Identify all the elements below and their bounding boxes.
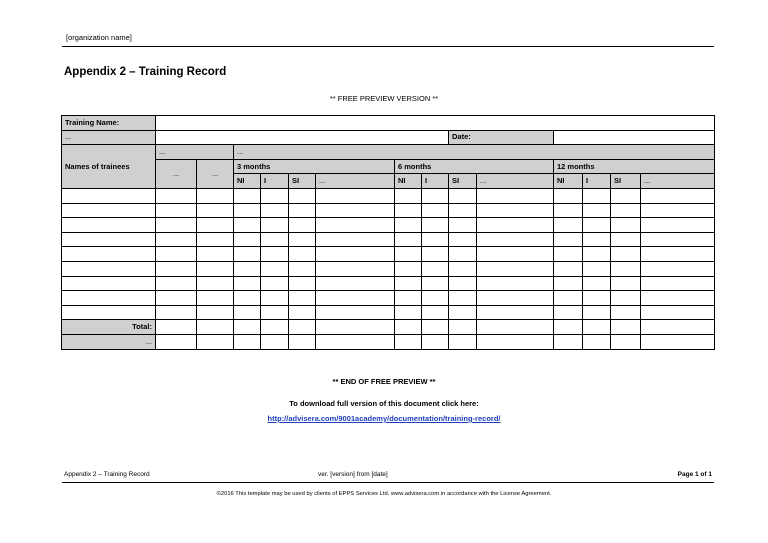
header-row-2: [62, 159, 715, 174]
footer-divider: [62, 482, 714, 483]
trainee-cell[interactable]: [289, 291, 316, 306]
total-cell[interactable]: [611, 320, 641, 335]
extra-row-label: ...: [62, 334, 156, 349]
trainee-cell[interactable]: [316, 261, 395, 276]
trainee-cell[interactable]: [422, 188, 449, 203]
trainee-cell[interactable]: [289, 232, 316, 247]
trainee-cell[interactable]: [289, 305, 316, 320]
trainee-row: [62, 291, 715, 306]
trainee-cell[interactable]: [641, 247, 715, 262]
names-of-trainees-label: Names of trainees: [62, 145, 156, 189]
trainee-cell[interactable]: [477, 305, 554, 320]
trainee-cell[interactable]: [261, 276, 289, 291]
trainee-cell[interactable]: [422, 203, 449, 218]
training-name-field[interactable]: [156, 116, 715, 131]
total-cell[interactable]: [477, 320, 554, 335]
col-i: I: [583, 174, 611, 189]
col-si: SI: [289, 174, 316, 189]
trainee-cell[interactable]: [395, 276, 422, 291]
info-field[interactable]: [156, 130, 449, 145]
extra-cell[interactable]: [234, 334, 261, 349]
trainee-cell[interactable]: [156, 261, 197, 276]
trainee-cell[interactable]: [422, 218, 449, 233]
trainee-name-cell[interactable]: [62, 291, 156, 306]
trainee-cell[interactable]: [395, 203, 422, 218]
trainee-name-cell[interactable]: [62, 218, 156, 233]
training-name-row: [62, 116, 715, 131]
trainee-cell[interactable]: [641, 305, 715, 320]
trainee-cell[interactable]: [395, 232, 422, 247]
header-col-b: ...: [197, 159, 234, 188]
trainee-cell[interactable]: [156, 291, 197, 306]
trainee-cell[interactable]: [197, 276, 234, 291]
trainee-cell[interactable]: [477, 232, 554, 247]
col-ni: NI: [554, 174, 583, 189]
trainee-cell[interactable]: [477, 276, 554, 291]
col-ellipsis: ...: [316, 174, 395, 189]
total-label: Total:: [62, 320, 156, 335]
trainee-cell[interactable]: [316, 305, 395, 320]
footer-copyright: ©2016 This template may be used by clients of EPPS Services Ltd. www.advisera.com in accordance with the License Agreement.: [216, 491, 552, 497]
trainee-row: [62, 276, 715, 291]
trainee-cell[interactable]: [554, 261, 583, 276]
preview-banner: ** FREE PREVIEW VERSION **: [329, 94, 439, 103]
total-cell[interactable]: [289, 320, 316, 335]
trainee-cell[interactable]: [316, 188, 395, 203]
trainee-cell[interactable]: [641, 203, 715, 218]
total-cell[interactable]: [583, 320, 611, 335]
trainee-cell[interactable]: [422, 291, 449, 306]
total-cell[interactable]: [316, 320, 395, 335]
trainee-cell[interactable]: [641, 218, 715, 233]
trainee-cell[interactable]: [422, 247, 449, 262]
trainee-cell[interactable]: [289, 218, 316, 233]
trainee-cell[interactable]: [554, 232, 583, 247]
trainee-cell[interactable]: [449, 218, 477, 233]
footer-page-number: Page 1 of 1: [677, 471, 712, 478]
trainee-cell[interactable]: [611, 247, 641, 262]
trainee-cell[interactable]: [289, 203, 316, 218]
col-si: SI: [449, 174, 477, 189]
trainee-name-cell[interactable]: [62, 203, 156, 218]
extra-cell[interactable]: [395, 334, 422, 349]
trainee-cell[interactable]: [156, 188, 197, 203]
trainee-cell[interactable]: [477, 261, 554, 276]
trainee-cell[interactable]: [554, 218, 583, 233]
trainee-cell[interactable]: [422, 232, 449, 247]
date-label: Date:: [449, 130, 554, 145]
trainee-cell[interactable]: [316, 247, 395, 262]
date-field[interactable]: [554, 130, 715, 145]
footer-version: ver. [version] from [date]: [318, 471, 388, 478]
trainee-row: [62, 261, 715, 276]
trainee-cell[interactable]: [554, 276, 583, 291]
trainee-cell[interactable]: [449, 247, 477, 262]
trainee-name-cell[interactable]: [62, 232, 156, 247]
extra-cell[interactable]: [197, 334, 234, 349]
training-record-table: [61, 115, 715, 350]
trainee-cell[interactable]: [156, 276, 197, 291]
trainee-cell[interactable]: [641, 232, 715, 247]
extra-cell[interactable]: [641, 334, 715, 349]
trainee-cell[interactable]: [583, 203, 611, 218]
trainee-cell[interactable]: [449, 188, 477, 203]
trainee-cell[interactable]: [156, 232, 197, 247]
trainee-cell[interactable]: [449, 203, 477, 218]
trainee-cell[interactable]: [583, 276, 611, 291]
trainee-cell[interactable]: [611, 291, 641, 306]
training-name-label: Training Name:: [62, 116, 156, 131]
organization-name: [organization name]: [66, 33, 132, 42]
trainee-cell[interactable]: [641, 291, 715, 306]
header-col-a: ...: [156, 159, 197, 188]
extra-cell[interactable]: [554, 334, 583, 349]
total-cell[interactable]: [449, 320, 477, 335]
trainee-cell[interactable]: [641, 188, 715, 203]
total-cell[interactable]: [156, 320, 197, 335]
trainee-cell[interactable]: [197, 305, 234, 320]
trainee-cell[interactable]: [316, 291, 395, 306]
trainee-cell[interactable]: [611, 232, 641, 247]
trainee-cell[interactable]: [395, 188, 422, 203]
trainee-name-cell[interactable]: [62, 188, 156, 203]
total-cell[interactable]: [197, 320, 234, 335]
trainee-cell[interactable]: [261, 247, 289, 262]
trainee-cell[interactable]: [261, 232, 289, 247]
col-ni: NI: [234, 174, 261, 189]
header-divider: [62, 46, 714, 47]
trainee-cell[interactable]: [316, 203, 395, 218]
trainee-cell[interactable]: [197, 291, 234, 306]
trainee-cell[interactable]: [316, 218, 395, 233]
total-cell[interactable]: [422, 320, 449, 335]
info-row: [62, 130, 715, 145]
col-i: I: [261, 174, 289, 189]
extra-cell[interactable]: [156, 334, 197, 349]
trainee-cell[interactable]: [422, 305, 449, 320]
extra-cell[interactable]: [477, 334, 554, 349]
trainee-cell[interactable]: [395, 261, 422, 276]
trainee-cell[interactable]: [477, 291, 554, 306]
trainee-cell[interactable]: [449, 261, 477, 276]
trainee-cell[interactable]: [554, 203, 583, 218]
trainee-cell[interactable]: [554, 291, 583, 306]
trainee-cell[interactable]: [156, 218, 197, 233]
header-ellipsis-right: ...: [234, 145, 715, 160]
trainee-row: [62, 203, 715, 218]
trainee-cell[interactable]: [289, 261, 316, 276]
extra-cell[interactable]: [583, 334, 611, 349]
extra-cell[interactable]: [261, 334, 289, 349]
footer-document-name: Appendix 2 – Training Record: [64, 471, 150, 478]
trainee-cell[interactable]: [197, 203, 234, 218]
header-ellipsis-left: ...: [156, 145, 234, 160]
trainee-cell[interactable]: [611, 203, 641, 218]
trainee-cell[interactable]: [234, 218, 261, 233]
trainee-cell[interactable]: [611, 218, 641, 233]
trainee-cell[interactable]: [234, 247, 261, 262]
extra-cell[interactable]: [316, 334, 395, 349]
trainee-row: [62, 232, 715, 247]
trainee-cell[interactable]: [316, 232, 395, 247]
trainee-cell[interactable]: [583, 188, 611, 203]
trainee-cell[interactable]: [234, 203, 261, 218]
trainee-cell[interactable]: [583, 305, 611, 320]
trainee-name-cell[interactable]: [62, 247, 156, 262]
trainee-cell[interactable]: [477, 203, 554, 218]
trainee-cell[interactable]: [583, 291, 611, 306]
col-ellipsis: ...: [641, 174, 715, 189]
trainee-cell[interactable]: [554, 305, 583, 320]
trainee-cell[interactable]: [395, 247, 422, 262]
trainee-cell[interactable]: [395, 218, 422, 233]
end-preview-banner: ** END OF FREE PREVIEW **: [332, 377, 436, 386]
trainee-cell[interactable]: [316, 276, 395, 291]
trainee-cell[interactable]: [611, 261, 641, 276]
trainee-cell[interactable]: [234, 261, 261, 276]
trainee-cell[interactable]: [583, 232, 611, 247]
info-label: ...: [62, 130, 156, 145]
trainee-cell[interactable]: [395, 291, 422, 306]
trainee-cell[interactable]: [261, 218, 289, 233]
trainee-cell[interactable]: [583, 218, 611, 233]
extra-cell[interactable]: [422, 334, 449, 349]
trainee-row: [62, 247, 715, 262]
trainee-cell[interactable]: [611, 276, 641, 291]
trainee-cell[interactable]: [234, 291, 261, 306]
trainee-name-cell[interactable]: [62, 276, 156, 291]
trainee-cell[interactable]: [289, 188, 316, 203]
trainee-cell[interactable]: [234, 276, 261, 291]
trainee-cell[interactable]: [197, 188, 234, 203]
trainee-cell[interactable]: [156, 203, 197, 218]
trainee-row: [62, 305, 715, 320]
document-title: Appendix 2 – Training Record: [64, 66, 227, 78]
header-row-1: [62, 145, 715, 160]
trainee-cell[interactable]: [261, 261, 289, 276]
trainee-cell[interactable]: [197, 247, 234, 262]
download-link[interactable]: http://advisera.com/9001academy/documentation/training-record/: [267, 414, 501, 423]
total-row: [62, 320, 715, 335]
trainee-cell[interactable]: [289, 276, 316, 291]
trainee-cell[interactable]: [449, 276, 477, 291]
trainee-cell[interactable]: [554, 247, 583, 262]
trainee-cell[interactable]: [234, 305, 261, 320]
trainee-cell[interactable]: [234, 188, 261, 203]
trainee-row: [62, 188, 715, 203]
trainee-cell[interactable]: [261, 203, 289, 218]
extra-cell[interactable]: [449, 334, 477, 349]
trainee-cell[interactable]: [261, 305, 289, 320]
trainee-cell[interactable]: [197, 232, 234, 247]
trainee-row: [62, 218, 715, 233]
period-12-months: 12 months: [554, 159, 715, 174]
trainee-cell[interactable]: [449, 291, 477, 306]
total-cell[interactable]: [554, 320, 583, 335]
trainee-cell[interactable]: [261, 291, 289, 306]
trainee-cell[interactable]: [449, 232, 477, 247]
trainee-cell[interactable]: [477, 188, 554, 203]
extra-row: [62, 334, 715, 349]
trainee-cell[interactable]: [583, 261, 611, 276]
period-3-months: 3 months: [234, 159, 395, 174]
download-text: To download full version of this document click here:: [289, 399, 479, 408]
trainee-cell[interactable]: [477, 218, 554, 233]
col-i: I: [422, 174, 449, 189]
total-cell[interactable]: [641, 320, 715, 335]
trainee-cell[interactable]: [641, 276, 715, 291]
trainee-cell[interactable]: [261, 188, 289, 203]
period-6-months: 6 months: [395, 159, 554, 174]
col-si: SI: [611, 174, 641, 189]
trainee-cell[interactable]: [234, 232, 261, 247]
col-ni: NI: [395, 174, 422, 189]
trainee-cell[interactable]: [554, 188, 583, 203]
trainee-cell[interactable]: [422, 276, 449, 291]
total-cell[interactable]: [234, 320, 261, 335]
extra-cell[interactable]: [289, 334, 316, 349]
trainee-cell[interactable]: [156, 305, 197, 320]
trainee-cell[interactable]: [422, 261, 449, 276]
trainee-cell[interactable]: [611, 305, 641, 320]
trainee-cell[interactable]: [197, 218, 234, 233]
extra-cell[interactable]: [611, 334, 641, 349]
total-cell[interactable]: [395, 320, 422, 335]
trainee-cell[interactable]: [641, 261, 715, 276]
trainee-cell[interactable]: [395, 305, 422, 320]
trainee-cell[interactable]: [611, 188, 641, 203]
trainee-cell[interactable]: [289, 247, 316, 262]
trainee-name-cell[interactable]: [62, 261, 156, 276]
total-cell[interactable]: [261, 320, 289, 335]
col-ellipsis: ...: [477, 174, 554, 189]
trainee-cell[interactable]: [156, 247, 197, 262]
trainee-cell[interactable]: [449, 305, 477, 320]
trainee-name-cell[interactable]: [62, 305, 156, 320]
trainee-cell[interactable]: [197, 261, 234, 276]
trainee-cell[interactable]: [477, 247, 554, 262]
trainee-cell[interactable]: [583, 247, 611, 262]
